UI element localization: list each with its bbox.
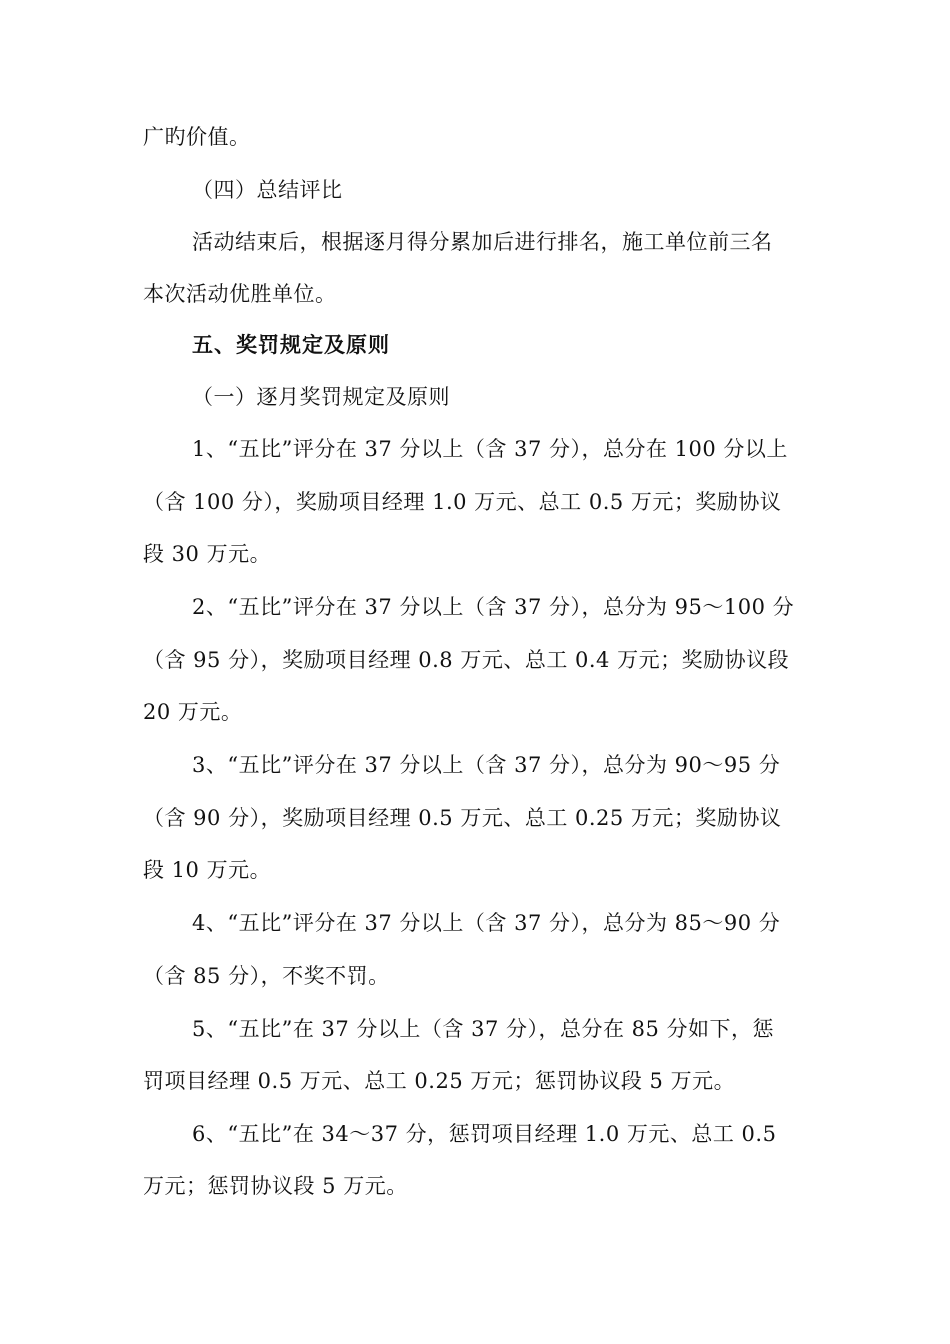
rule-3-line: 3、“五比”评分在 37 分以上（含 37 分），总分为 90～95 分 — [192, 753, 781, 777]
rule-4-line: 4、“五比”评分在 37 分以上（含 37 分），总分为 85～90 分 — [192, 911, 781, 935]
rule-2-line: 2、“五比”评分在 37 分以上（含 37 分），总分为 95～100 分 — [192, 595, 795, 619]
rule-2-line: 20 万元。 — [143, 700, 243, 724]
rule-6-line: 6、“五比”在 34～37 分，惩罚项目经理 1.0 万元、总工 0.5 — [192, 1122, 777, 1146]
subsection-heading-monthly-rules: （一）逐月奖罚规定及原则 — [192, 385, 450, 409]
rule-3-line: （含 90 分），奖励项目经理 0.5 万元、总工 0.25 万元；奖励协议 — [143, 806, 782, 830]
rule-1-line: 段 30 万元。 — [143, 542, 272, 566]
summary-paragraph-line: 活动结束后，根据逐月得分累加后进行排名，施工单位前三名 — [192, 230, 773, 254]
rule-6-line: 万元；惩罚协议段 5 万元。 — [143, 1174, 408, 1198]
rule-3-line: 段 10 万元。 — [143, 858, 272, 882]
paragraph-tail: 广旳价值。 — [143, 125, 251, 149]
summary-paragraph-line: 本次活动优胜单位。 — [143, 282, 337, 306]
rule-5-line: 罚项目经理 0.5 万元、总工 0.25 万元；惩罚协议段 5 万元。 — [143, 1069, 736, 1093]
rule-5-line: 5、“五比”在 37 分以上（含 37 分），总分在 85 分如下，惩 — [192, 1017, 775, 1041]
rule-1-line: （含 100 分），奖励项目经理 1.0 万元、总工 0.5 万元；奖励协议 — [143, 490, 782, 514]
subsection-heading-summary: （四）总结评比 — [192, 178, 343, 202]
rule-4-line: （含 85 分），不奖不罚。 — [143, 964, 390, 988]
section-heading-rewards-penalties: 五、奖罚规定及原则 — [192, 333, 390, 357]
rule-1-line: 1、“五比”评分在 37 分以上（含 37 分），总分在 100 分以上 — [192, 437, 788, 461]
rule-2-line: （含 95 分），奖励项目经理 0.8 万元、总工 0.4 万元；奖励协议段 — [143, 648, 790, 672]
